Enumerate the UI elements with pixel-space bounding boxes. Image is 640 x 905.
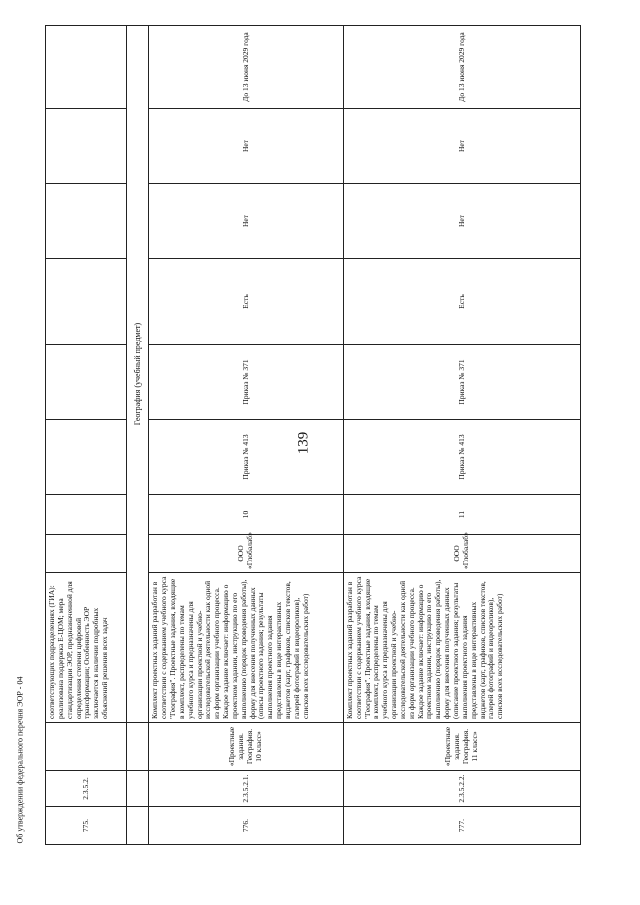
table-row <box>149 26 344 845</box>
validity-date <box>46 26 127 109</box>
row-number: 777. <box>343 807 580 845</box>
validity-date: До 13 июня 2029 года <box>343 26 580 109</box>
section-title: География (учебный предмет) <box>127 26 149 723</box>
resource-name: «Проектные задания. География. 11 класс» <box>343 723 580 771</box>
order-1 <box>46 420 127 495</box>
grade: 10 <box>149 495 344 535</box>
page-number: 139 <box>295 431 312 455</box>
order-1: Приказ № 413 <box>149 420 344 495</box>
registry-table-area <box>45 26 581 845</box>
organization: ООО «Глобалаб» <box>149 535 344 573</box>
resource-description: Комплект проектных заданий разработан в соответствии с содержанием учебного курса "География". Проектные задания, входящие в комплект, распределены по темам учебного курса и предназначены для организации проектной и учебно-исследовательской деятельности как одной из форм организации учебного процесса. Каждое задание включает: информацию о проектном задании, инструкцию по его выполнению (порядок проведения работы), форму для внесения полученных данных (описание проектного задания; результаты выполнения проектного задания представлены в виде интерактивных виджетов (карт, графиков, списков текстов, галерей фотографий и видеороликов), списков всех исследовательских работ) <box>343 573 580 723</box>
availability-a: Есть <box>149 259 344 345</box>
grade: 11 <box>343 495 580 535</box>
order-2: Приказ № 371 <box>149 345 344 420</box>
row-code: 2.3.5.2. <box>46 771 127 807</box>
order-1: Приказ № 413 <box>343 420 580 495</box>
resource-name: «Проектные задания. География. 10 класс» <box>149 723 344 771</box>
footer-text: Об утверждении федерального перечня ЭОР - 04 <box>15 676 25 844</box>
availability-a: Есть <box>343 259 580 345</box>
resource-description: Комплект проектных заданий разработан в соответствии с содержанием учебного курса "География". Проектные задания, входящие в комплект, распределены по темам учебного курса и предназначены для организации проектной и учебно-исследовательской деятельности как одной из форм организации учебного процесса. Каждое задание включает: информацию о проектном задании, инструкцию по его выполнению (порядок проведения работы), форму для внесения полученных данных (описы проектного задания; результаты выполнения проектного задания представлены в виде интерактивных виджетов (карт, графиков, списков текстов, галерей фотографий и видеороликов), списков всех исследовательских работ) <box>149 573 344 723</box>
availability-b: Нет <box>149 184 344 259</box>
availability-b <box>46 184 127 259</box>
table-row <box>46 26 127 845</box>
resource-name <box>46 723 127 771</box>
availability-c <box>46 109 127 184</box>
availability-c: Нет <box>343 109 580 184</box>
availability-b: Нет <box>343 184 580 259</box>
organization <box>46 535 127 573</box>
validity-date: До 13 июня 2029 года <box>149 26 344 109</box>
order-2: Приказ № 371 <box>343 345 580 420</box>
availability-a <box>46 259 127 345</box>
table-row <box>343 26 580 845</box>
resource-description: соответствующих подразделениях (ГИА): реализована поддержка Е-ЦОМ; мера стандартизации ЭОР, предназначенной для определения степени цифровой трансформации; Особенность ЭОР заключается в наличии подробных объяснений решения всех задач <box>46 573 127 723</box>
row-number: 776. <box>149 807 344 845</box>
row-code: 2.3.5.2.2. <box>343 771 580 807</box>
row-code: 2.3.5.2.1. <box>149 771 344 807</box>
row-number: 775. <box>46 807 127 845</box>
section-row <box>127 26 149 845</box>
order-2 <box>46 345 127 420</box>
organization: ООО «Глобалаб» <box>343 535 580 573</box>
availability-c: Нет <box>149 109 344 184</box>
rotated-table-wrapper <box>45 26 581 845</box>
grade <box>46 495 127 535</box>
eor-registry-table <box>45 25 581 845</box>
